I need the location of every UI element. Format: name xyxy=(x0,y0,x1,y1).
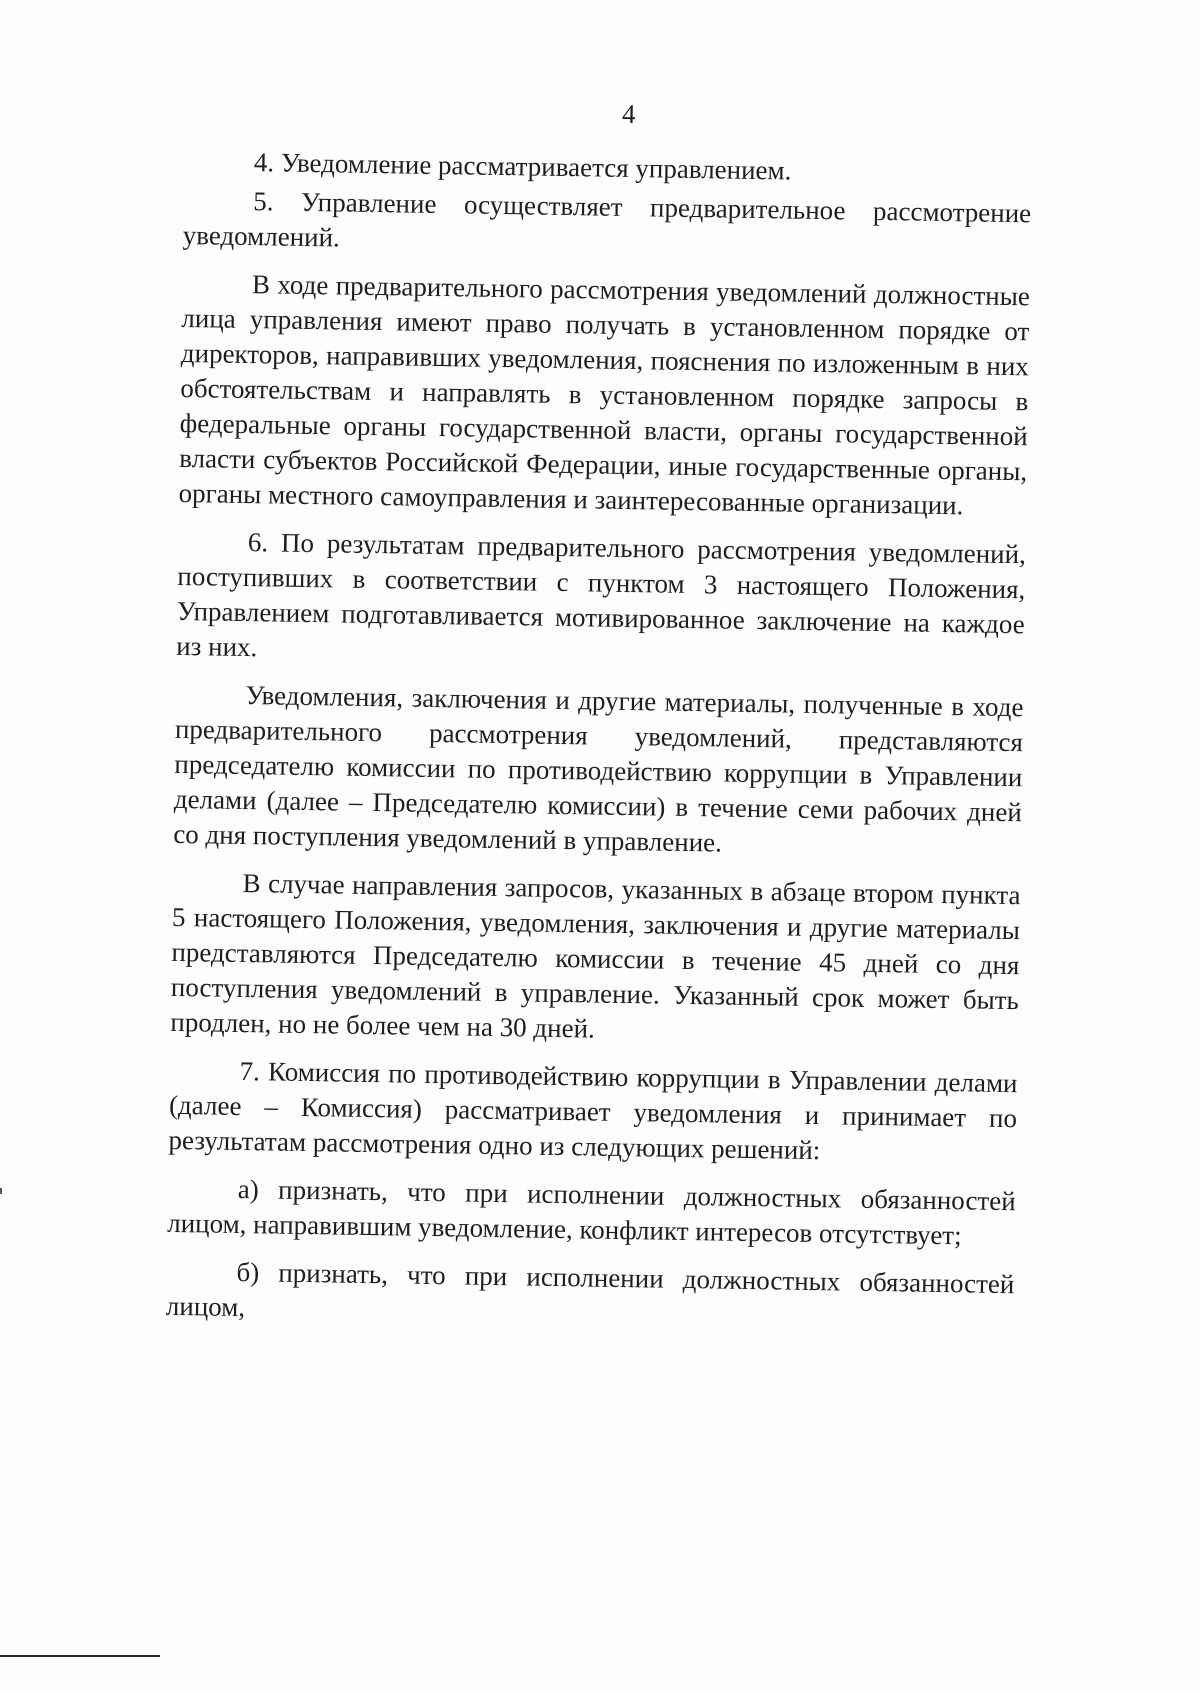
paragraph-preliminary-review: В ходе предварительного рассмотрения уведомлений должностные лица управления имеют право получать в установленном порядке от директоров, направивших уведомления, пояснения по изложенным в них обстоятельствам и направлять в установленном порядке запросы в федеральные органы государственной власти, органы государственной власти субъектов Российской Федерации, иные государственные органы, органы местного самоуправления и заинтересованные организации. xyxy=(178,269,1031,521)
scan-speck xyxy=(0,1188,2,1194)
paragraph-item-6: 6. По результатам предварительного рассмотрения уведомлений, поступивших в соответствии с пунктом 3 настоящего Положения, Управлением подготавливается мотивированное заключение на каждое из них. xyxy=(176,527,1027,663)
paragraph-item-7: 7. Комиссия по противодействию коррупции в Управлении делами (далее – Комиссия) рассматривает уведомления и принимает по результатам рассмотрения одно из следующих решений: xyxy=(168,1055,1018,1166)
page-body xyxy=(165,92,1032,1350)
paragraph-decision-a: а) признать, что при исполнении должностных обязанностей лицом, направившим уведомление, конфликт интересов отсутствует; xyxy=(166,1173,1016,1251)
footnote-separator-line xyxy=(0,1655,160,1657)
page-number: 4 xyxy=(621,98,636,130)
paragraph-item-4: 4. Уведомление рассматривается управлением. xyxy=(253,147,792,186)
paragraph-requests-deadline: В случае направления запросов, указанных в абзаце втором пункта 5 настоящего Положения, уведомления, заключения и другие материалы представляются Председателю комиссии в течение 45 дней со дня поступления уведомлений в управление. Указанный срок может быть продлен, но не более чем на 30 дней. xyxy=(170,868,1021,1044)
paragraph-item-5: 5. Управление осуществляет предварительное рассмотрение уведомлений. xyxy=(182,186,1032,253)
paragraph-decision-b: б) признать, что при исполнении должностных обязанностей лицом, xyxy=(165,1256,1015,1323)
paragraph-materials-submission: Уведомления, заключения и другие материалы, полученные в ходе предварительного рассмотрения уведомлений, представляются председателю комиссии по противодействию коррупции в Управлении делами (далее – Председателю комиссии) в течение семи рабочих дней со дня поступления уведомлений в управление. xyxy=(173,680,1024,858)
